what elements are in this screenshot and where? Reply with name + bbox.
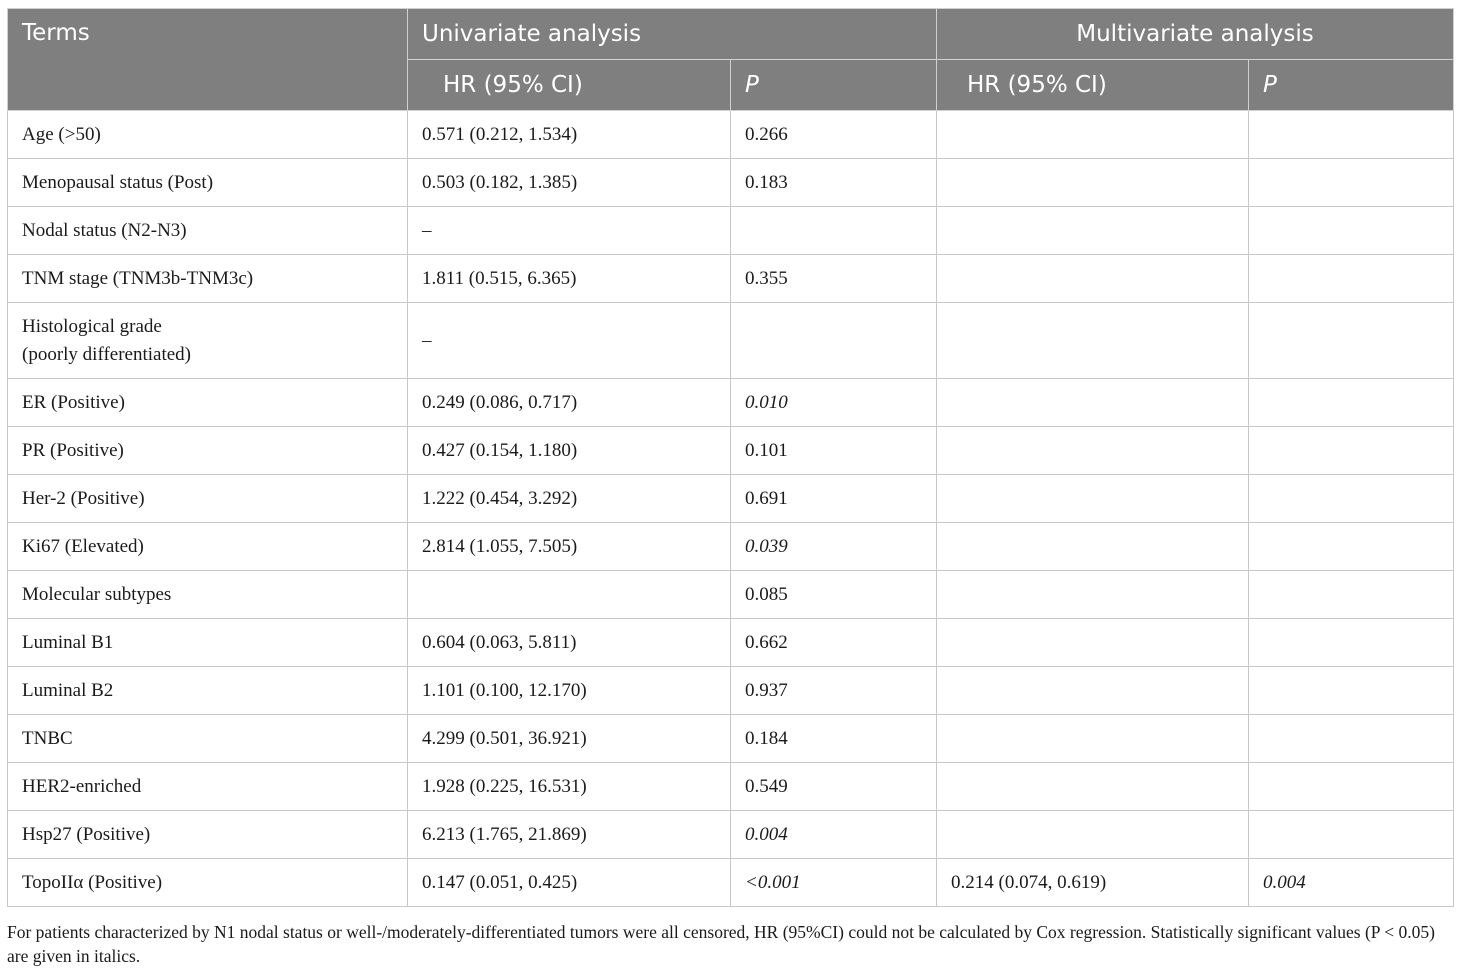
- table-row: [8, 667, 1454, 715]
- table-footnote: For patients characterized by N1 nodal status or well-/moderately-differentiated tumors were all censored, HR (95%CI) could not be calculated by Cox regression. Statistically significant values (P < 0.05) are given in italics.: [7, 922, 1435, 966]
- cell-univariate-p: [731, 207, 937, 255]
- cell-multivariate-hr: [937, 303, 1249, 379]
- term-label: Menopausal status (Post): [22, 171, 214, 193]
- term-label: Her-2 (Positive): [22, 487, 145, 509]
- cell-multivariate-hr: [937, 255, 1249, 303]
- cell-univariate-p: 0.039: [731, 523, 937, 571]
- cell-multivariate-p: [1249, 811, 1454, 859]
- cell-univariate-hr: –: [408, 303, 731, 379]
- term-label: HER2-enriched: [22, 775, 142, 797]
- cell-multivariate-hr: [937, 427, 1249, 475]
- cell-multivariate-p: [1249, 379, 1454, 427]
- cell-univariate-hr: –: [408, 207, 731, 255]
- term-label: Nodal status (N2-N3): [22, 219, 187, 241]
- table-row: [8, 427, 1454, 475]
- table-row: [8, 207, 1454, 255]
- term-label: Molecular subtypes: [22, 583, 172, 605]
- cell-univariate-p: 0.010: [731, 379, 937, 427]
- term-label: ER (Positive): [22, 391, 125, 413]
- cell-multivariate-p: [1249, 303, 1454, 379]
- table-row: [8, 859, 1454, 907]
- cell-univariate-hr: 1.811 (0.515, 6.365): [408, 255, 731, 303]
- cell-univariate-p: 0.183: [731, 159, 937, 207]
- cox-regression-table: [7, 8, 1454, 907]
- header-multivariate: Multivariate analysis: [937, 9, 1454, 60]
- cell-multivariate-p: 0.004: [1249, 859, 1454, 907]
- cell-multivariate-hr: [937, 715, 1249, 763]
- table-row: [8, 475, 1454, 523]
- cell-multivariate-hr: [937, 379, 1249, 427]
- cell-multivariate-p: [1249, 111, 1454, 159]
- table-row: [8, 159, 1454, 207]
- cell-term: [8, 255, 408, 303]
- cell-multivariate-p: [1249, 619, 1454, 667]
- cell-univariate-hr: 0.604 (0.063, 5.811): [408, 619, 731, 667]
- cell-multivariate-hr: [937, 523, 1249, 571]
- cell-term: [8, 427, 408, 475]
- term-label: Luminal B2: [22, 679, 114, 701]
- cell-univariate-hr: 0.249 (0.086, 0.717): [408, 379, 731, 427]
- cell-term: [8, 303, 408, 379]
- cell-multivariate-hr: [937, 811, 1249, 859]
- cell-univariate-p: 0.101: [731, 427, 937, 475]
- cell-univariate-p: 0.184: [731, 715, 937, 763]
- term-label: Hsp27 (Positive): [22, 823, 151, 845]
- cell-univariate-p: 0.355: [731, 255, 937, 303]
- term-label: TNM stage (TNM3b-TNM3c): [22, 267, 254, 289]
- table-row: [8, 571, 1454, 619]
- header-terms: Terms: [8, 9, 408, 111]
- cell-univariate-p: 0.691: [731, 475, 937, 523]
- cell-multivariate-hr: [937, 159, 1249, 207]
- cell-multivariate-p: [1249, 667, 1454, 715]
- term-label: PR (Positive): [22, 439, 124, 461]
- cell-univariate-hr: 0.147 (0.051, 0.425): [408, 859, 731, 907]
- table-row: [8, 303, 1454, 379]
- cell-term: [8, 859, 408, 907]
- cell-multivariate-p: [1249, 427, 1454, 475]
- cell-univariate-p: 0.266: [731, 111, 937, 159]
- cell-univariate-hr: 1.222 (0.454, 3.292): [408, 475, 731, 523]
- cell-univariate-hr: 4.299 (0.501, 36.921): [408, 715, 731, 763]
- cell-multivariate-hr: [937, 207, 1249, 255]
- cell-term: [8, 811, 408, 859]
- cell-term: [8, 207, 408, 255]
- cell-univariate-hr: [408, 571, 731, 619]
- cell-multivariate-p: [1249, 715, 1454, 763]
- term-label: TopoIIα (Positive): [22, 871, 163, 893]
- table-row: [8, 619, 1454, 667]
- cell-multivariate-hr: [937, 475, 1249, 523]
- cell-univariate-p: [731, 303, 937, 379]
- cell-univariate-hr: 1.928 (0.225, 16.531): [408, 763, 731, 811]
- cell-multivariate-p: [1249, 207, 1454, 255]
- table-row: [8, 811, 1454, 859]
- results-table-container: [7, 8, 1453, 907]
- cell-term: [8, 763, 408, 811]
- cell-univariate-hr: 2.814 (1.055, 7.505): [408, 523, 731, 571]
- cell-term: [8, 523, 408, 571]
- cell-multivariate-p: [1249, 763, 1454, 811]
- cell-term: [8, 379, 408, 427]
- header-univariate-p: P: [731, 60, 937, 111]
- cell-multivariate-hr: [937, 571, 1249, 619]
- term-label: Age (>50): [22, 123, 101, 145]
- cell-term: [8, 715, 408, 763]
- table-row: [8, 523, 1454, 571]
- cell-univariate-p: 0.662: [731, 619, 937, 667]
- term-label: TNBC: [22, 727, 73, 749]
- cell-univariate-hr: 0.571 (0.212, 1.534): [408, 111, 731, 159]
- table-row: [8, 715, 1454, 763]
- cell-multivariate-p: [1249, 255, 1454, 303]
- cell-multivariate-hr: [937, 619, 1249, 667]
- cell-multivariate-hr: [937, 667, 1249, 715]
- term-label-line2: (poorly differentiated): [22, 343, 191, 365]
- cell-multivariate-hr: 0.214 (0.074, 0.619): [937, 859, 1249, 907]
- header-univariate-hr: HR (95% CI): [408, 60, 731, 111]
- header-multivariate-p: P: [1249, 60, 1454, 111]
- cell-term: [8, 619, 408, 667]
- table-row: [8, 763, 1454, 811]
- cell-univariate-hr: 6.213 (1.765, 21.869): [408, 811, 731, 859]
- cell-multivariate-p: [1249, 571, 1454, 619]
- header-univariate: Univariate analysis: [408, 9, 937, 60]
- cell-term: [8, 111, 408, 159]
- cell-univariate-hr: 0.503 (0.182, 1.385): [408, 159, 731, 207]
- cell-multivariate-hr: [937, 763, 1249, 811]
- term-label: Ki67 (Elevated): [22, 535, 144, 557]
- cell-univariate-p: 0.549: [731, 763, 937, 811]
- term-label: Luminal B1: [22, 631, 114, 653]
- table-header: [8, 9, 1454, 111]
- table-row: [8, 255, 1454, 303]
- term-label: Histological grade: [22, 315, 162, 337]
- cell-univariate-p: <0.001: [731, 859, 937, 907]
- cell-univariate-hr: 0.427 (0.154, 1.180): [408, 427, 731, 475]
- cell-multivariate-p: [1249, 475, 1454, 523]
- cell-term: [8, 571, 408, 619]
- cell-univariate-p: 0.937: [731, 667, 937, 715]
- table-body: [8, 111, 1454, 907]
- cell-univariate-p: 0.004: [731, 811, 937, 859]
- cell-multivariate-p: [1249, 159, 1454, 207]
- table-row: [8, 379, 1454, 427]
- cell-term: [8, 667, 408, 715]
- cell-term: [8, 159, 408, 207]
- cell-univariate-p: 0.085: [731, 571, 937, 619]
- cell-term: [8, 475, 408, 523]
- cell-multivariate-p: [1249, 523, 1454, 571]
- cell-multivariate-hr: [937, 111, 1249, 159]
- header-multivariate-hr: HR (95% CI): [937, 60, 1249, 111]
- table-row: [8, 111, 1454, 159]
- cell-univariate-hr: 1.101 (0.100, 12.170): [408, 667, 731, 715]
